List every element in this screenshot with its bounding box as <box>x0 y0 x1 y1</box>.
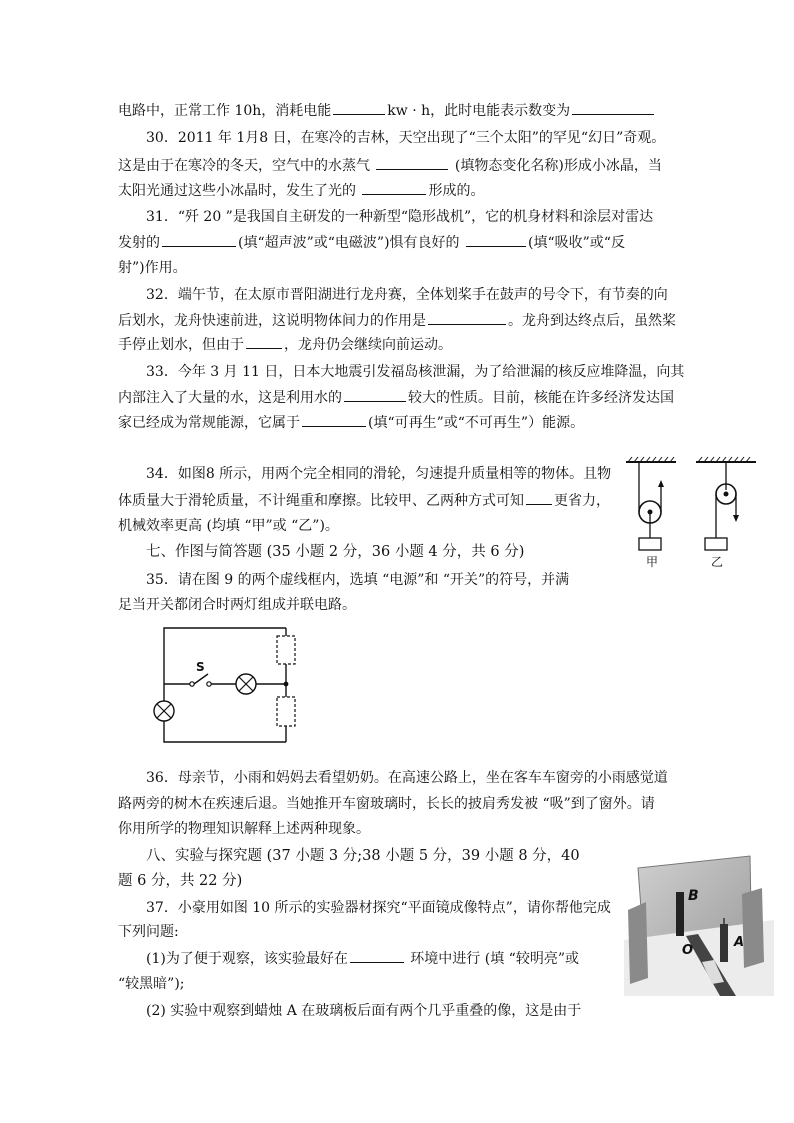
section7-heading: 七、作图与简答题 (35 小题 2 分，36 小题 4 分，共 6 分) <box>146 544 525 560</box>
q36-line3: 你用所学的物理知识解释上述两种现象。 <box>118 821 370 837</box>
q36-line2: 路两旁的树木在疾速后退。当她推开车窗玻璃时，长长的披肩秀发被 “吸”到了窗外。请 <box>118 796 655 812</box>
q37-sub1-cont: “较黑暗”); <box>118 976 185 992</box>
q35-line2: 足当开关都闭合时两灯组成并联电路。 <box>118 597 356 613</box>
answer-blank[interactable] <box>350 948 404 963</box>
q30-line3: 太阳光通过这些小冰晶时，发生了光的 形成的。 <box>118 180 484 201</box>
fig-label-A: A <box>734 935 745 950</box>
fig-label-B: B <box>688 888 699 904</box>
q33-line2: 内部注入了大量的水，这是利用水的 较大的性质。目前，核能在许多经济发达国 <box>118 387 674 408</box>
answer-blank[interactable] <box>526 490 552 505</box>
q32-line3: 手停止划水，但由于 ，龙舟仍会继续向前运动。 <box>118 334 452 355</box>
section8-heading-line1: 八、实验与探究题 (37 小题 3 分;38 小题 5 分，39 小题 8 分，40 <box>146 848 580 864</box>
q30-line2: 这是由于在寒冷的冬天，空气中的水蒸气 (填物态变化名称)形成小冰晶，当 <box>118 155 662 176</box>
mirror-experiment-figure <box>624 850 774 996</box>
answer-blank[interactable] <box>362 180 426 195</box>
answer-blank[interactable] <box>162 232 236 247</box>
dashed-box-bottom[interactable] <box>277 697 295 726</box>
q37-line2: 下列问题: <box>118 924 179 940</box>
answer-blank[interactable] <box>344 387 406 402</box>
q32-line2: 后划水，龙舟快速前进，这说明物体间力的作用是 。龙舟到达终点后，虽然桨 <box>118 310 676 331</box>
q31-line2: 发射的 (填“超声波”或“电磁波”)惧有良好的 (填“吸收”或“反 <box>118 232 625 253</box>
q35-line1: 35．请在图 9 的两个虚线框内，选填 “电源”和 “开关”的符号，并满 <box>146 572 570 588</box>
circuit-figure <box>150 622 300 748</box>
q30-line1: 30．2011 年 1月8 日，在寒冷的吉林，天空出现了“三个太阳”的罕见“幻日”奇观。 <box>146 130 666 146</box>
q34-line2: 体质量大于滑轮质量，不计绳重和摩擦。比较甲、乙两种方式可知 更省力， <box>118 490 610 511</box>
answer-blank[interactable] <box>428 310 506 325</box>
answer-blank[interactable] <box>466 232 526 247</box>
pulley-figure <box>622 456 762 572</box>
answer-blank[interactable] <box>376 155 448 170</box>
q31-line3: 射”)作用。 <box>118 260 187 276</box>
answer-blank[interactable] <box>572 100 654 115</box>
answer-blank[interactable] <box>302 412 366 427</box>
q37-sub2: (2) 实验中观察到蜡烛 A 在玻璃板后面有两个几乎重叠的像，这是由于 <box>146 1003 582 1019</box>
section8-heading-line2: 题 6 分，共 22 分) <box>118 873 243 889</box>
dashed-box-top[interactable] <box>277 636 295 664</box>
q36-line1: 36．母亲节，小雨和妈妈去看望奶奶。在高速公路上，坐在客车车窗旁的小雨感觉道 <box>146 770 668 786</box>
fig-label-O: O <box>682 943 694 958</box>
q34-line3: 机械效率更高 (均填 “甲”或 “乙”)。 <box>118 518 339 534</box>
q34-line1: 34．如图8 所示，用两个完全相同的滑轮，匀速提升质量相等的物体。且物 <box>146 466 612 482</box>
q33-line3: 家已经成为常规能源，它属于 (填“可再生”或“不可再生”）能源。 <box>118 412 584 433</box>
answer-blank[interactable] <box>333 100 385 115</box>
q33-line1: 33．今年 3 月 11 日，日本大地震引发福岛核泄漏，为了给泄漏的核反应堆降温，向其 <box>146 364 685 380</box>
q37-sub1: (1)为了便于观察，该实验最好在 环境中进行 (填 “较明亮”或 <box>146 948 579 969</box>
fig-label-jia: 甲 <box>646 555 659 569</box>
q32-line1: 32．端午节，在太原市晋阳湖进行龙舟赛，全体划桨手在鼓声的号令下，有节奏的向 <box>146 287 668 303</box>
q37-line1: 37．小豪用如图 10 所示的实验器材探究“平面镜成像特点”，请你帮他完成 <box>146 900 611 916</box>
q29-tail-line: 电路中，正常工作 10h，消耗电能 kw · h，此时电能表示数变为 <box>118 100 656 121</box>
answer-blank[interactable] <box>246 334 282 349</box>
switch-label: S <box>196 660 205 674</box>
fig-label-yi: 乙 <box>711 555 724 569</box>
q31-line1: 31．“歼 20 ”是我国自主研发的一种新型“隐形战机”，它的机身材料和涂层对雷达 <box>146 209 654 225</box>
